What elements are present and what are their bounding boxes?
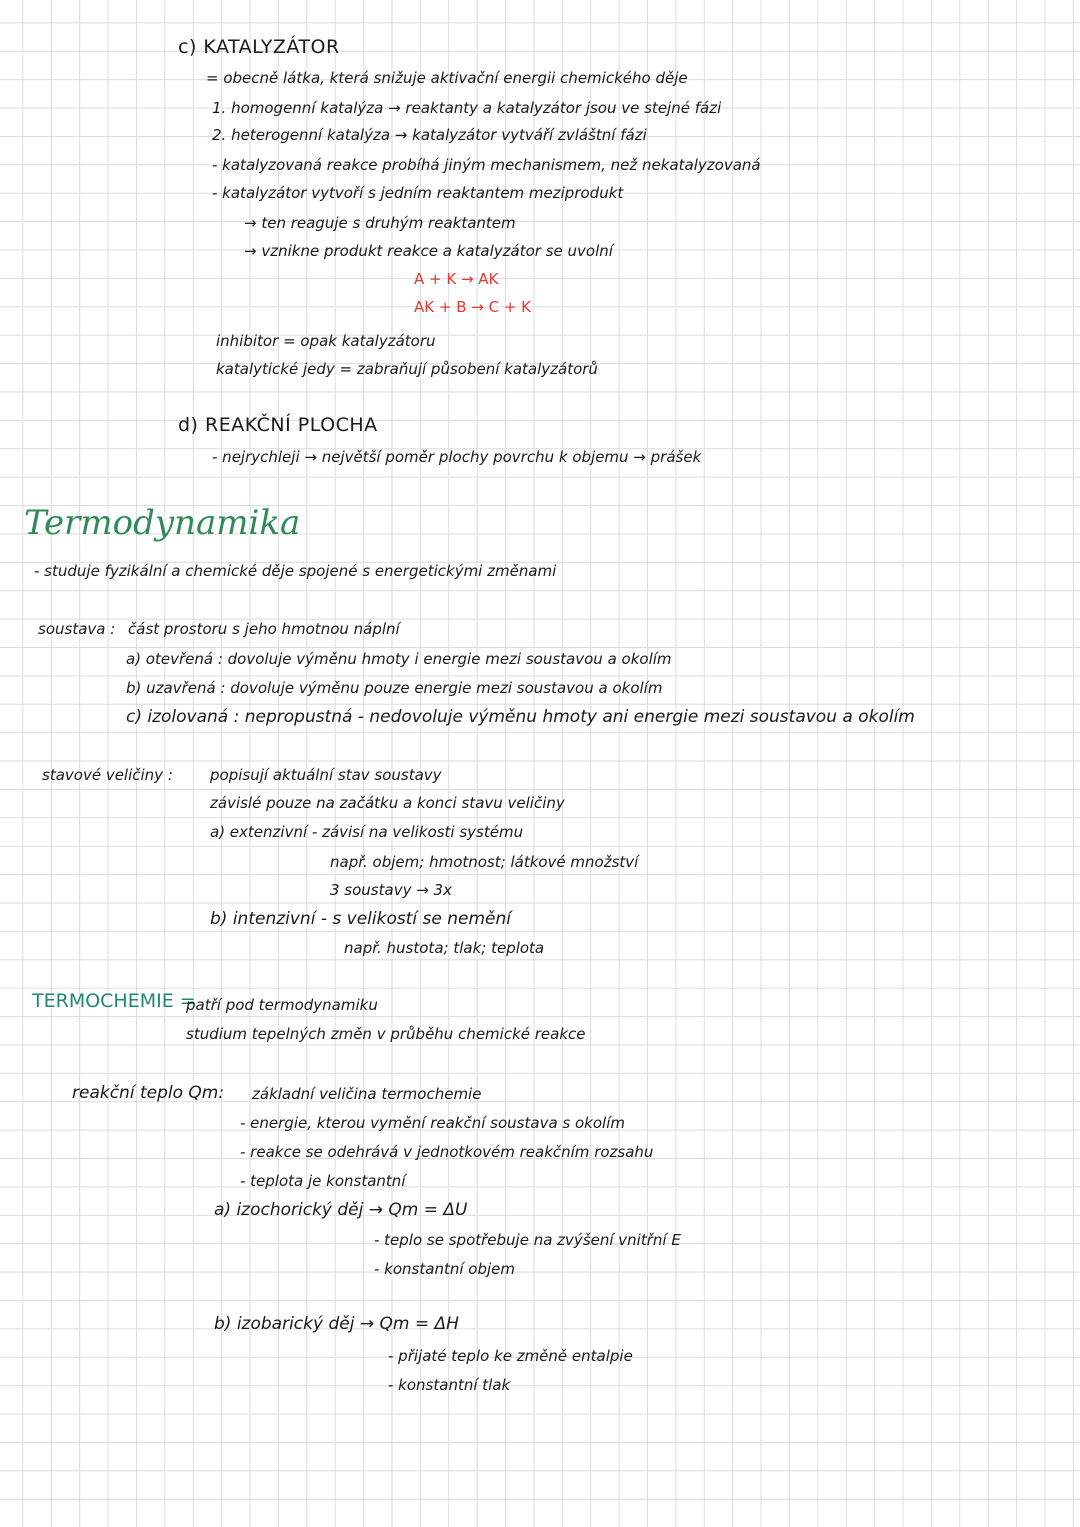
soustava-uzavrena: b) uzavřená : dovoluje výměnu pouze energie mezi soustavou a okolím	[126, 679, 663, 697]
intenzivni-line: b) intenzivní - s velikostí se nemění	[210, 909, 511, 929]
stavove-veliciny-label: stavové veličiny :	[42, 766, 173, 784]
izochoricky-point-2: - konstantní objem	[374, 1260, 515, 1278]
izochoricky-point-1: - teplo se spotřebuje na zvýšení vnitřní E	[374, 1231, 681, 1249]
termochemie-line-1: patří pod termodynamiku	[186, 996, 378, 1014]
izobaricky-point-1: - přijaté teplo ke změně entalpie	[388, 1347, 633, 1365]
katalyza-item-2: 2. heterogenní katalýza → katalyzátor vytváří zvláštní fázi	[212, 126, 647, 144]
stavove-veliciny-1: popisují aktuální stav soustavy	[210, 766, 442, 784]
soustava-izolovana: c) izolovaná : nepropustná - nedovoluje výměnu hmoty ani energie mezi soustavou a okolím	[126, 707, 915, 727]
izobaricky-dej: b) izobarický děj → Qm = ΔH	[214, 1314, 459, 1334]
equation-1: A + K → AK	[414, 270, 499, 288]
section-heading-reakcni-plocha: d) REAKČNÍ PLOCHA	[178, 414, 378, 436]
termochemie-line-2: studium tepelných změn v průběhu chemické reakce	[186, 1025, 586, 1043]
reakcni-teplo-point-1: - energie, kterou vymění reakční soustava s okolím	[240, 1114, 625, 1132]
reakcni-plocha-line: - nejrychleji → největší poměr plochy povrchu k objemu → prášek	[212, 448, 702, 466]
termodynamika-title: Termodynamika	[24, 503, 301, 543]
termodynamika-desc: - studuje fyzikální a chemické děje spojené s energetickými změnami	[34, 562, 557, 580]
izochoricky-dej: a) izochorický děj → Qm = ΔU	[214, 1200, 468, 1220]
inhibitor-line: inhibitor = opak katalyzátoru	[216, 332, 436, 350]
reakcni-teplo-point-2: - reakce se odehrává v jednotkovém reakčním rozsahu	[240, 1143, 654, 1161]
katalyza-arrow-2: → vznikne produkt reakce a katalyzátor se uvolní	[244, 242, 613, 260]
intenzivni-example: např. hustota; tlak; teplota	[344, 939, 545, 957]
termochemie-title: TERMOCHEMIE =	[32, 990, 196, 1012]
extenzivni-example-2: 3 soustavy → 3x	[330, 881, 452, 899]
extenzivni-line: a) extenzivní - závisí na velikosti systému	[210, 823, 524, 841]
reakcni-teplo-label: reakční teplo Qm:	[72, 1083, 225, 1103]
katalyzator-definition: = obecně látka, která snižuje aktivační energii chemického děje	[206, 69, 688, 87]
extenzivni-example: např. objem; hmotnost; látkové množství	[330, 853, 639, 871]
soustava-otevrena: a) otevřená : dovoluje výměnu hmoty i energie mezi soustavou a okolím	[126, 650, 672, 668]
equation-2: AK + B → C + K	[414, 298, 532, 316]
izobaricky-point-2: - konstantní tlak	[388, 1376, 511, 1394]
reakcni-teplo-definition: základní veličina termochemie	[252, 1085, 482, 1103]
katalyza-arrow-1: → ten reaguje s druhým reaktantem	[244, 214, 516, 232]
soustava-definition: část prostoru s jeho hmotnou náplní	[128, 620, 400, 638]
katalyza-point-1: - katalyzovaná reakce probíhá jiným mechanismem, než nekatalyzovaná	[212, 156, 761, 174]
katalyticke-jedy-line: katalytické jedy = zabraňují působení katalyzátorů	[216, 360, 598, 378]
reakcni-teplo-point-3: - teplota je konstantní	[240, 1172, 406, 1190]
katalyza-point-2: - katalyzátor vytvoří s jedním reaktantem meziprodukt	[212, 184, 624, 202]
stavove-veliciny-2: závislé pouze na začátku a konci stavu veličiny	[210, 794, 565, 812]
katalyza-item-1: 1. homogenní katalýza → reaktanty a katalyzátor jsou ve stejné fázi	[212, 99, 722, 117]
section-heading-katalyzator: c) KATALYZÁTOR	[178, 36, 340, 58]
soustava-label: soustava :	[38, 620, 116, 638]
